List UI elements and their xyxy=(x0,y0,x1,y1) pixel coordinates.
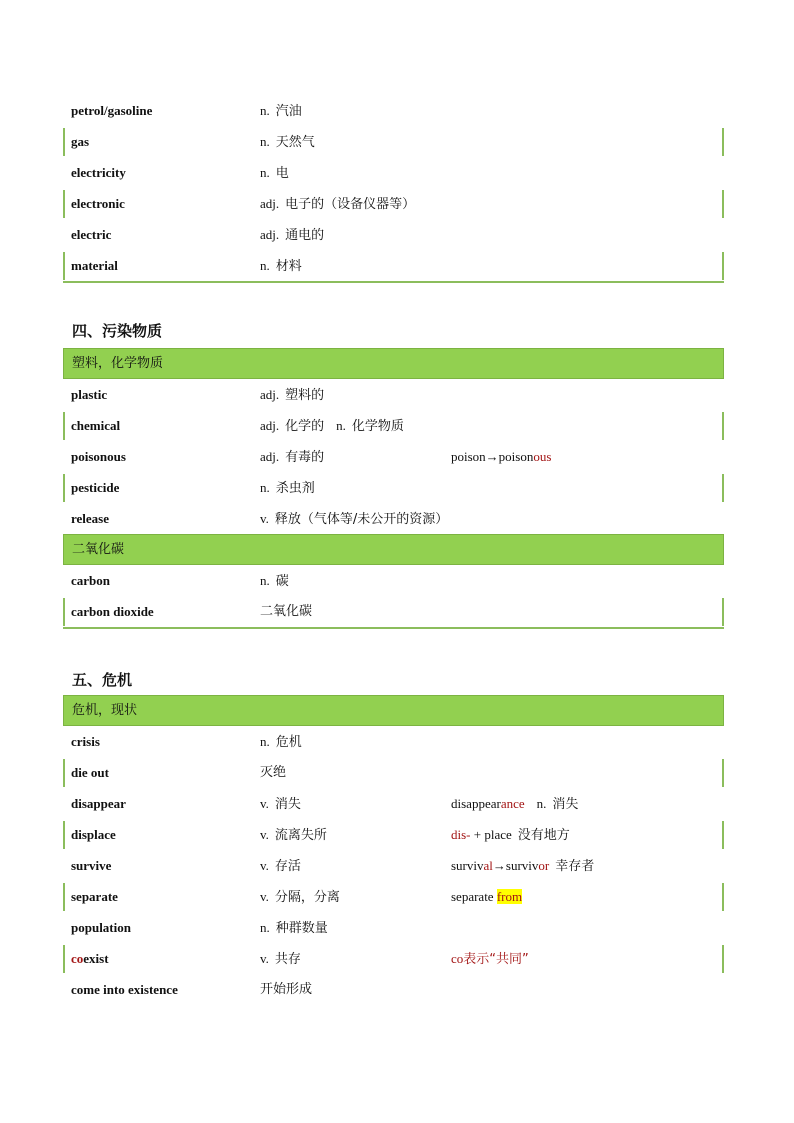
definition xyxy=(260,126,315,158)
part-of-speech: n. xyxy=(260,573,270,588)
definition xyxy=(260,188,415,220)
definition xyxy=(260,943,301,975)
part-of-speech: adj. xyxy=(260,387,280,402)
meaning: 化学的 xyxy=(285,419,325,434)
section-heading: 五、危机 xyxy=(72,671,133,689)
definition xyxy=(260,379,324,411)
category-label: 二氧化碳 xyxy=(72,542,125,557)
note-meaning: 消失 xyxy=(552,797,579,812)
table-row xyxy=(63,219,724,250)
part-of-speech: n. xyxy=(260,134,270,149)
meaning: 电 xyxy=(275,166,289,181)
meaning: 汽油 xyxy=(275,104,302,119)
note-text: + place xyxy=(470,827,512,842)
note-meaning: 幸存者 xyxy=(555,859,595,874)
meaning: 消失 xyxy=(274,797,301,812)
word: population xyxy=(71,920,131,935)
meaning: 分隔，分离 xyxy=(274,890,340,905)
part-of-speech: v. xyxy=(260,827,269,842)
table-row xyxy=(63,410,724,441)
word-rest: exist xyxy=(83,951,109,966)
part-of-speech: n. xyxy=(260,920,270,935)
table-row xyxy=(63,188,724,219)
meaning: 存活 xyxy=(274,859,301,874)
table-row xyxy=(63,974,724,1005)
part-of-speech: v. xyxy=(260,951,269,966)
table-row xyxy=(63,757,724,788)
meaning: 释放（气体等/未公开的资源） xyxy=(274,512,449,527)
definition xyxy=(260,472,315,504)
table-row xyxy=(63,850,724,881)
table-row xyxy=(63,819,724,850)
note-text: disappear xyxy=(451,796,501,811)
table-row xyxy=(63,379,724,410)
part-of-speech: n. xyxy=(260,165,270,180)
word: carbon dioxide xyxy=(71,604,154,619)
table-row xyxy=(63,503,724,534)
definition xyxy=(260,95,302,127)
note-text: poison xyxy=(498,449,534,464)
category-band xyxy=(63,348,724,379)
note-text: separate xyxy=(451,889,497,904)
part-of-speech: adj. xyxy=(260,418,280,433)
definition xyxy=(260,250,302,282)
word xyxy=(71,943,109,974)
word-formation-note xyxy=(451,943,529,975)
category-band xyxy=(63,534,724,565)
part-of-speech: n. xyxy=(260,103,270,118)
part-of-speech: v. xyxy=(260,511,269,526)
word: electricity xyxy=(71,165,126,180)
arrow-icon: → xyxy=(492,858,506,873)
word: chemical xyxy=(71,418,121,433)
word: gas xyxy=(71,134,90,149)
suffix-highlight: or xyxy=(538,858,550,873)
category-label: 塑料，化学物质 xyxy=(72,356,164,371)
prefix-highlight: co xyxy=(71,951,84,966)
definition xyxy=(260,881,340,913)
table-row xyxy=(63,726,724,757)
meaning: 灭绝 xyxy=(260,765,287,780)
word-formation-note xyxy=(451,788,578,820)
prefix-highlight: co xyxy=(451,951,464,966)
table-row xyxy=(63,596,724,629)
part-of-speech: v. xyxy=(260,858,269,873)
word: electronic xyxy=(71,196,125,211)
meaning: 杀虫剂 xyxy=(275,481,315,496)
word: survive xyxy=(71,858,112,873)
word: separate xyxy=(71,889,118,904)
meaning: 塑料的 xyxy=(285,388,325,403)
suffix-highlight: ous xyxy=(533,449,552,464)
meaning: 危机 xyxy=(275,735,302,750)
meaning: 有毒的 xyxy=(285,450,325,465)
definition xyxy=(260,441,324,473)
highlighted-preposition: from xyxy=(496,889,523,904)
table-row xyxy=(63,943,724,974)
definition xyxy=(260,410,404,442)
meaning: 共存 xyxy=(274,952,301,967)
definition xyxy=(260,819,327,851)
meaning: 碳 xyxy=(275,574,289,589)
table-row xyxy=(63,881,724,912)
table-row xyxy=(63,788,724,819)
definition xyxy=(260,726,302,758)
part-of-speech: n. xyxy=(336,418,346,433)
meaning: 天然气 xyxy=(275,135,315,150)
note-meaning: 没有地方 xyxy=(517,828,570,843)
note-text: surviv xyxy=(451,858,484,873)
word: carbon xyxy=(71,573,110,588)
word: pesticide xyxy=(71,480,120,495)
meaning: 材料 xyxy=(275,259,302,274)
part-of-speech: adj. xyxy=(260,227,280,242)
note-text: 表示“共同” xyxy=(463,952,529,967)
category-band xyxy=(63,695,724,726)
vocab-table-pollutants xyxy=(63,348,724,629)
definition xyxy=(260,219,324,251)
definition xyxy=(260,565,289,597)
table-row xyxy=(63,250,724,283)
definition xyxy=(260,788,301,820)
suffix-highlight: al xyxy=(483,858,493,873)
definition xyxy=(260,157,289,189)
table-row xyxy=(63,472,724,503)
meaning: 种群数量 xyxy=(275,921,328,936)
word: poisonous xyxy=(71,449,126,464)
table-row xyxy=(63,441,724,472)
table-row xyxy=(63,912,724,943)
word-formation-note xyxy=(451,441,551,472)
table-row xyxy=(63,95,724,126)
suffix-highlight: ance xyxy=(500,796,525,811)
vocab-table-energy xyxy=(63,95,724,283)
word: die out xyxy=(71,765,109,780)
word: plastic xyxy=(71,387,108,402)
word: release xyxy=(71,511,110,526)
definition xyxy=(260,850,301,882)
note-text: poison xyxy=(451,449,486,464)
definition xyxy=(260,503,448,535)
word-formation-note xyxy=(451,881,522,912)
part-of-speech: n. xyxy=(260,258,270,273)
part-of-speech: n. xyxy=(536,796,547,811)
category-label: 危机，现状 xyxy=(72,703,138,718)
prefix-highlight: dis- xyxy=(451,827,471,842)
table-row xyxy=(63,126,724,157)
word: petrol/gasoline xyxy=(71,103,153,118)
table-row xyxy=(63,565,724,596)
meaning: 开始形成 xyxy=(260,982,313,997)
vocab-table-crisis xyxy=(63,695,724,1005)
part-of-speech: n. xyxy=(260,480,270,495)
word-formation-note xyxy=(451,819,570,851)
word: crisis xyxy=(71,734,100,749)
part-of-speech: adj. xyxy=(260,196,280,211)
part-of-speech: v. xyxy=(260,889,269,904)
meaning: 二氧化碳 xyxy=(260,604,313,619)
meaning: 化学物质 xyxy=(351,419,404,434)
part-of-speech: adj. xyxy=(260,449,280,464)
arrow-icon: → xyxy=(485,449,499,464)
word-formation-note xyxy=(451,850,594,882)
word: displace xyxy=(71,827,116,842)
meaning: 电子的（设备仪器等） xyxy=(285,197,416,212)
word: come into existence xyxy=(71,982,178,997)
note-text: surviv xyxy=(505,858,539,873)
table-row xyxy=(63,157,724,188)
word: disappear xyxy=(71,796,126,811)
definition xyxy=(260,912,328,944)
meaning: 通电的 xyxy=(285,228,325,243)
meaning: 流离失所 xyxy=(274,828,327,843)
section-heading: 四、污染物质 xyxy=(72,322,163,340)
part-of-speech: n. xyxy=(260,734,270,749)
word: material xyxy=(71,258,118,273)
word: electric xyxy=(71,227,112,242)
part-of-speech: v. xyxy=(260,796,269,811)
